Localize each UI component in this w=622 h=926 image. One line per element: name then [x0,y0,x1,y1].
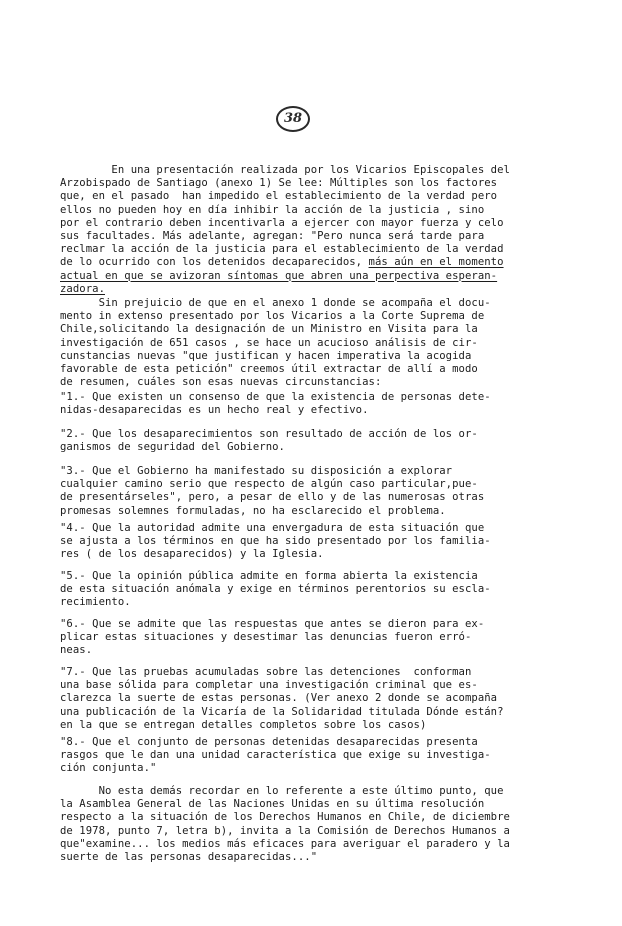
text-line: "7.- Que las pruebas acumuladas sobre las detenciones conforman [60,666,472,678]
text-line: "2.- Que los desaparecimientos son resultado de acción de los or- [60,428,478,440]
text-line: Arzobispado de Santiago (anexo 1) Se lee: Múltiples son los factores [60,177,498,190]
text-line: cualquier camino serio que respecto de algún caso particular,pue- [60,478,478,491]
text-line: nidas-desaparecidas es un hecho real y efectivo. [60,404,369,417]
list-item-3 [60,465,580,518]
text-line: de esta situación anómala y exige en términos perentorios su escla- [60,583,491,596]
page-number: 38 [276,106,310,132]
list-item-1 [60,391,580,417]
text-line: En una presentación realizada por los Vicarios Episcopales del [60,164,510,176]
text-line: una publicación de la Vicaría de la Solidaridad titulada Dónde están? [60,705,504,718]
text-line: suerte de las personas desaparecidas..." [60,850,318,863]
text-line: ganismos de seguridad del Gobierno. [60,441,285,454]
text-line: sus facultades. Más adelante, agregan: "Pero nunca será tarde para [60,229,485,242]
text-line: neas. [60,644,93,657]
list-item-7 [60,666,580,732]
text-line: de lo ocurrido con los detenidos decaparecidos, más aún en el momento [60,256,504,269]
list-item-2 [60,428,580,454]
text-line: recimiento. [60,596,131,609]
text-line: la Asamblea General de las Naciones Unidas en su última resolución [60,798,485,811]
underlined-phrase: más aún en el momento [368,256,504,269]
paragraph-context [60,297,580,389]
text-line: ción conjunta." [60,762,157,775]
text-line: por el contrario deben incentivarla a ejercer con mayor fuerza y celo [60,216,504,229]
text-line: mento in extenso presentado por los Vicarios a la Corte Suprema de [60,310,485,323]
text-line: promesas solemnes formuladas, no ha esclarecido el problema. [60,504,446,517]
text-line: investigación de 651 casos , se hace un acucioso análisis de cir- [60,336,478,349]
list-item-5 [60,570,580,610]
text-line: plicar estas situaciones y desestimar las denuncias fueron erró- [60,631,472,644]
text-line: rasgos que le dan una unidad característica que exige su investiga- [60,749,491,762]
text-line: respecto a la situación de los Derechos Humanos en Chile, de diciembre [60,811,510,824]
text-line: No esta demás recordar en lo referente a este último punto, que [60,785,504,797]
text-line: cunstancias nuevas "que justifican y hacen imperativa la acogida [60,349,472,362]
text-line: de resumen, cuáles son esas nuevas circunstancias: [60,376,382,389]
text-line: "6.- Que se admite que las respuestas que antes se dieron para ex- [60,618,485,630]
list-item-6 [60,618,580,658]
list-item-4 [60,522,580,562]
text-line: "5.- Que la opinión pública admite en forma abierta la existencia [60,570,478,582]
text-line: "8.- Que el conjunto de personas detenidas desaparecidas presenta [60,736,478,748]
list-item-8 [60,736,580,776]
text-line: actual en que se avizoran síntomas que abren una perpectiva esperan- [60,269,498,282]
text-line: Chile,solicitando la designación de un Ministro en Visita para la [60,323,478,336]
text-line: una base sólida para completar una investigación criminal que es- [60,679,478,692]
text-line: zadora. [60,282,105,295]
text-line: en la que se entregan detalles completos sobre los casos) [60,718,427,731]
text-line: res ( de los desaparecidos) y la Iglesia. [60,548,324,561]
text-line: que"examine... los medios más eficaces para averiguar el paradero y la [60,837,510,850]
text-line: de 1978, punto 7, letra b), invita a la Comisión de Derechos Humanos a [60,824,510,837]
text-line: "1.- Que existen un consenso de que la existencia de personas dete- [60,391,491,403]
text-line: de presentárseles", pero, a pesar de ello y de las numerosas otras [60,491,485,504]
text-line: que, en el pasado han impedido el establecimiento de la verdad pero [60,190,498,203]
text-line: "3.- Que el Gobierno ha manifestado su disposición a explorar [60,465,453,477]
text-line: favorable de esta petición" creemos útil extractar de allí a modo [60,362,478,375]
text-line: ellos no pueden hoy en día inhibir la acción de la justicia , sino [60,203,485,216]
text-line: clarezca la suerte de estas personas. (Ver anexo 2 donde se acompaña [60,692,498,705]
text-line: "4.- Que la autoridad admite una envergadura de esta situación que [60,522,485,534]
text-line: reclmar la acción de la justicia para el establecimiento de la verdad [60,243,504,256]
paragraph-closing [60,785,580,864]
text-line: se ajusta a los términos en que ha sido presentado por los familia- [60,535,491,548]
paragraph-intro [60,164,580,296]
text-line: Sin prejuicio de que en el anexo 1 donde se acompaña el docu- [60,297,491,309]
